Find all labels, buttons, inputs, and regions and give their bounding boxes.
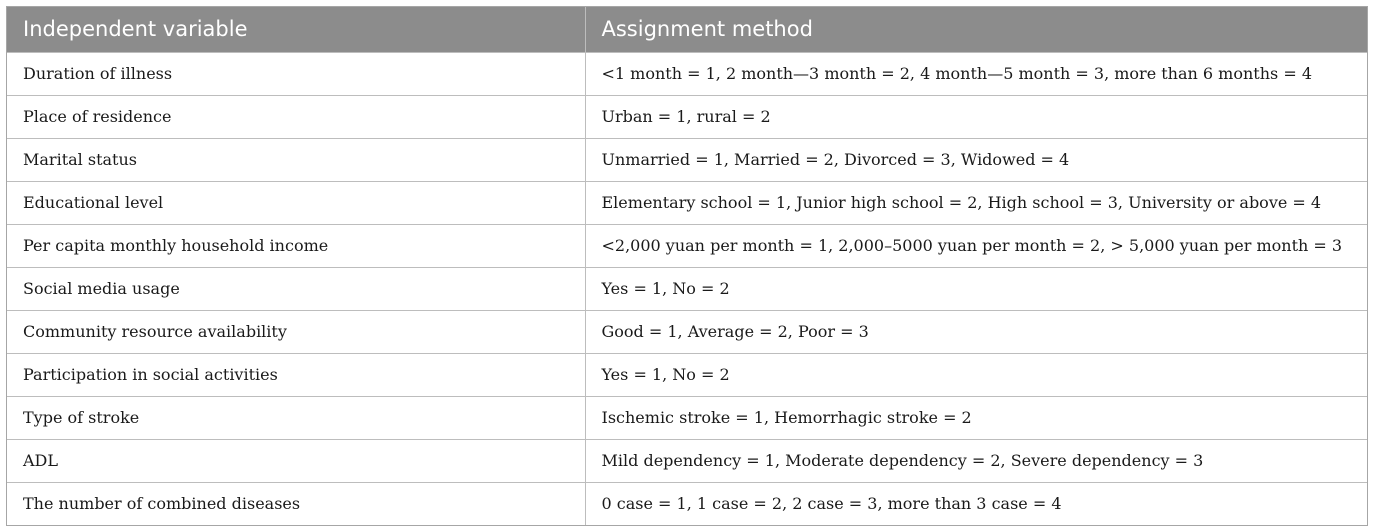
variable-cell: ADL	[7, 439, 585, 482]
assignment-cell: <2,000 yuan per month = 1, 2,000–5000 yuan per month = 2, > 5,000 yuan per month = 3	[585, 224, 1367, 267]
variable-cell: Educational level	[7, 181, 585, 224]
variable-cell: Duration of illness	[7, 52, 585, 95]
variable-cell: Marital status	[7, 138, 585, 181]
variable-cell: Community resource availability	[7, 310, 585, 353]
table-row	[7, 439, 1367, 482]
assignment-cell: Yes = 1, No = 2	[585, 353, 1367, 396]
data-table	[7, 7, 1367, 525]
assignment-cell: <1 month = 1, 2 month—3 month = 2, 4 month—5 month = 3, more than 6 months = 4	[585, 52, 1367, 95]
variable-cell: Social media usage	[7, 267, 585, 310]
header-assignment-method: Assignment method	[585, 7, 1367, 52]
table-row	[7, 353, 1367, 396]
variable-cell: The number of combined diseases	[7, 482, 585, 525]
variable-cell: Per capita monthly household income	[7, 224, 585, 267]
table-row	[7, 396, 1367, 439]
header-independent-variable: Independent variable	[7, 7, 585, 52]
header-row	[7, 7, 1367, 52]
table-row	[7, 224, 1367, 267]
variable-cell: Participation in social activities	[7, 353, 585, 396]
table-row	[7, 267, 1367, 310]
variable-cell: Type of stroke	[7, 396, 585, 439]
assignment-cell: Mild dependency = 1, Moderate dependency = 2, Severe dependency = 3	[585, 439, 1367, 482]
table-row	[7, 310, 1367, 353]
table-row	[7, 138, 1367, 181]
assignment-cell: Ischemic stroke = 1, Hemorrhagic stroke = 2	[585, 396, 1367, 439]
assignment-cell: Yes = 1, No = 2	[585, 267, 1367, 310]
variable-assignment-table	[6, 6, 1368, 526]
variable-cell: Place of residence	[7, 95, 585, 138]
assignment-cell: 0 case = 1, 1 case = 2, 2 case = 3, more than 3 case = 4	[585, 482, 1367, 525]
assignment-cell: Urban = 1, rural = 2	[585, 95, 1367, 138]
assignment-cell: Elementary school = 1, Junior high school = 2, High school = 3, University or above = 4	[585, 181, 1367, 224]
table-header	[7, 7, 1367, 52]
table-row	[7, 52, 1367, 95]
table-row	[7, 181, 1367, 224]
table-body	[7, 52, 1367, 525]
assignment-cell: Unmarried = 1, Married = 2, Divorced = 3, Widowed = 4	[585, 138, 1367, 181]
assignment-cell: Good = 1, Average = 2, Poor = 3	[585, 310, 1367, 353]
table-row	[7, 482, 1367, 525]
table-row	[7, 95, 1367, 138]
